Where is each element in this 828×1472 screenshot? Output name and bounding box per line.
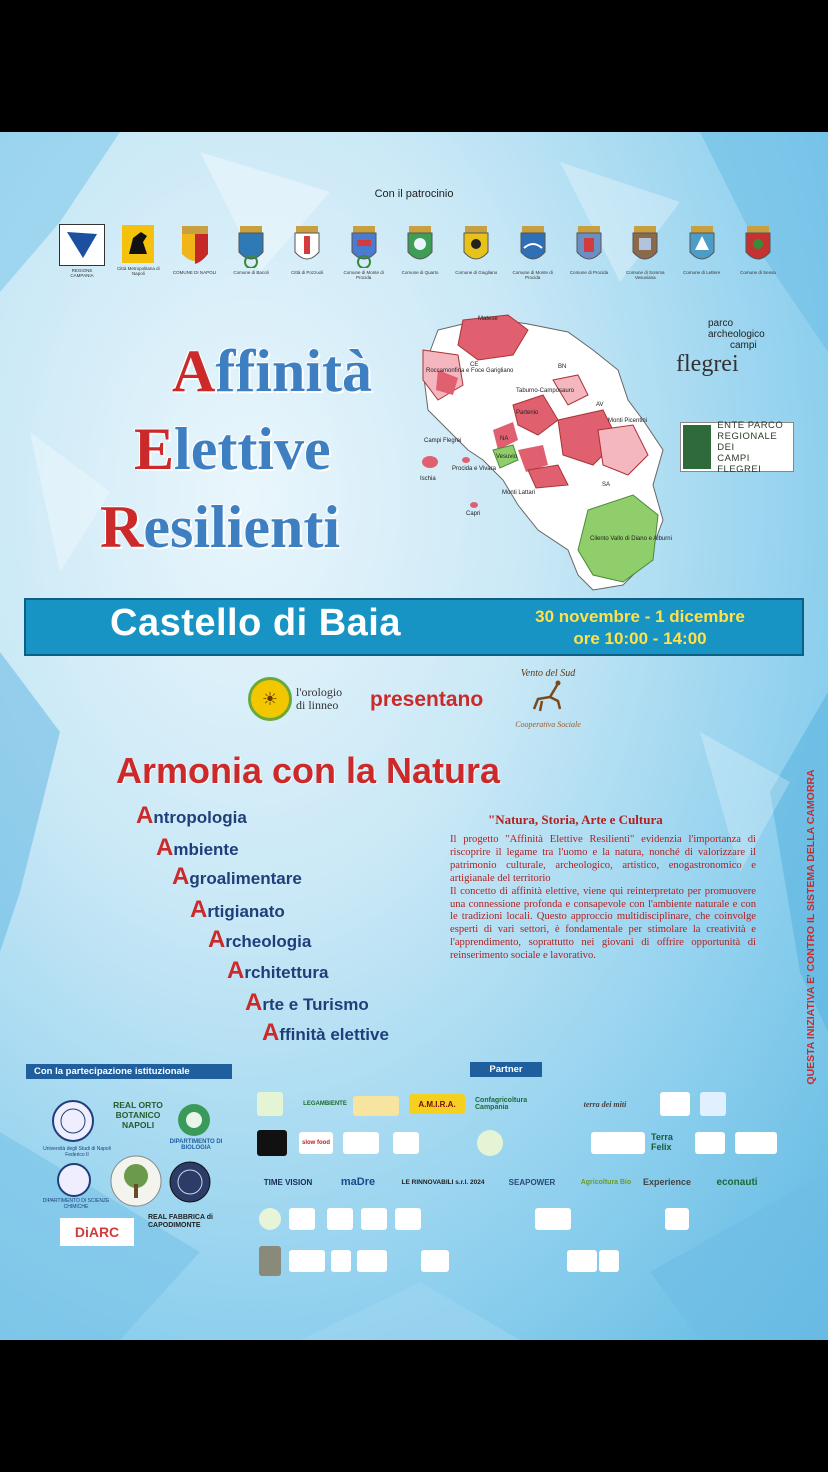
comune-logo-5: Comune di Giugliano [454, 224, 498, 275]
patron-logos [60, 224, 780, 290]
map-label-lattari: Monti Lattari [502, 490, 536, 496]
biology-seal-icon [176, 1102, 212, 1138]
map-label-partenio: Partenio [516, 410, 539, 416]
partner-logo-seapower: SEAPOWER [508, 1177, 556, 1187]
sun-icon: ☀ [248, 677, 292, 721]
acrostic-item: Arte e Turismo [245, 989, 369, 1016]
comune-logo-2: Città di Pozzuoli [285, 224, 329, 275]
comune-logo-9: Comune di Lettere [680, 224, 724, 275]
orto-tree-logo [110, 1154, 162, 1213]
partner-logo [343, 1132, 379, 1154]
partner-logo [599, 1250, 619, 1272]
federico-ii-caption: Università degli Studi di Napoli Federico II [43, 1146, 111, 1158]
acrostic-item: Agroalimentare [172, 863, 302, 890]
crown-seal-icon [168, 1160, 212, 1204]
partner-logo [393, 1132, 419, 1154]
partner-logo-confagricoltura: Confagricoltura Campania [475, 1097, 528, 1111]
partner-logo [665, 1250, 691, 1272]
partner-logo [289, 1208, 315, 1230]
crest-icon [628, 224, 662, 268]
venue-name: Castello di Baia [110, 602, 401, 644]
map-label-na: NA [500, 436, 509, 442]
comune-logo-1: Comune di Bacoli [229, 224, 273, 275]
federico-ii-logo [50, 1098, 96, 1149]
ente-parco-logo: ENTE PARCO REGIONALE DEI CAMPI FLEGREI [680, 422, 794, 472]
partner-logo [703, 1250, 755, 1272]
partner-logo [257, 1130, 287, 1156]
orto-botanico-logo: REAL ORTO BOTANICO NAPOLI [113, 1100, 163, 1130]
anti-camorra-side-text: QUESTA INIZIATIVA E' CONTRO IL SISTEMA DELLA CAMORRA [805, 769, 817, 1085]
scienze-chimiche-seal [56, 1162, 92, 1203]
partner-logo [257, 1092, 283, 1116]
partner-logo [567, 1250, 597, 1272]
partner-logo [525, 1250, 557, 1272]
diarc-logo: DiARC [60, 1218, 134, 1246]
crest-icon [572, 224, 606, 268]
vento-del-sud-logo: Vento del Sud Cooperativa Sociale [515, 668, 581, 729]
partner-logo [535, 1208, 571, 1230]
map-label-roccamonfina: Roccamonfina e Foce Garigliano [426, 368, 514, 374]
title-line-3: Resilienti [100, 494, 340, 560]
partner-logo [660, 1092, 690, 1116]
partner-logo-terra-felix: Terra Felix [651, 1132, 673, 1152]
partner-logo-amira: A.M.I.R.A. [409, 1094, 465, 1114]
partner-logo [353, 1096, 399, 1116]
project-description: Il progetto "Affinità Elettive Resilienti" evidenzia l'importanza di riscoprire il legame tra l'uomo e la natura, nonché di valorizzare il patrimonio culturale, archeologico, artistico, enogastronomico e artigianale del territorio Il concetto di affinità elettive, viene qui reinterpretato per promuovere una connessione profonda e consapevole con l'ambiente naturale e con le tradizioni locali. Questo approccio multidisciplinare, che coinvolge esperti di vari settori, è fondamentale per stimolare la creatività e l'apprendimento, soprattutto nei giovani di offrire opportunità di reinserimento sociale e lavorativo. [450, 834, 756, 962]
crest-icon [459, 224, 493, 268]
partner-logo-time-vision: TIME VISION [263, 1177, 313, 1187]
partner-logo [701, 1208, 749, 1230]
partner-logo [395, 1246, 413, 1274]
map-label-ischia: Ischia [420, 476, 436, 482]
partner-logo [431, 1132, 465, 1154]
patrocinio-label: Con il patrocinio [374, 188, 454, 200]
partner-logo [695, 1132, 725, 1154]
crest-icon [347, 224, 381, 268]
map-label-campi-flegrei: Campi Flegrei [424, 438, 462, 444]
comune-logo-4: Comune di Quarto [398, 224, 442, 275]
partner-logo-legambiente: LEGAMBIENTE [303, 1101, 347, 1107]
partner-logo [259, 1208, 281, 1230]
map-label-vesuvio: Vesuvio [496, 454, 518, 460]
partner-logo-agricoltura-bio: Agricoltura Bio [580, 1178, 632, 1186]
quote-title: "Natura, Storia, Arte e Cultura [488, 812, 663, 827]
real-fabbrica-logo: REAL FABBRICA di CAPODIMONTE [148, 1214, 213, 1229]
partner-logo [560, 1132, 582, 1154]
biologia-caption: DIPARTIMENTO DI BIOLOGIA [169, 1139, 223, 1151]
acrostic-item: Artigianato [190, 896, 285, 923]
partner-logo [585, 1208, 613, 1230]
title-line-1: Affinità [172, 338, 372, 404]
map-label-capri: Capri [466, 511, 481, 517]
partner-logo [501, 1208, 527, 1230]
comune-napoli-logo: COMUNE DI NAPOLI [173, 224, 217, 275]
map-label-sa: SA [602, 482, 611, 488]
scienze-chimiche-caption: DIPARTIMENTO DI SCIENZE CHIMICHE [42, 1198, 110, 1210]
partner-logo [591, 1132, 645, 1154]
comune-logo-6: Comune di Monte di Procida [511, 224, 555, 280]
horse-crest-icon [121, 224, 155, 264]
armonia-heading: Armonia con la Natura [116, 750, 501, 791]
partner-logo [625, 1208, 655, 1230]
partner-logo-experience: Experience [642, 1177, 692, 1187]
partner-logo-madre: maDre [340, 1176, 376, 1188]
centaur-icon [528, 679, 568, 715]
partner-logo [259, 1246, 281, 1276]
tree-icon [110, 1154, 162, 1208]
map-label-procida: Procida e Vivara [452, 466, 496, 472]
partner-logo [395, 1208, 421, 1230]
university-seal-icon [50, 1098, 96, 1144]
acrostic-item: Architettura [227, 957, 329, 984]
partner-logo [525, 1132, 551, 1154]
citta-metropolitana-logo: Città Metropolitana di Napoli [116, 224, 160, 276]
event-title [100, 332, 372, 566]
capodimonte-seal [168, 1160, 212, 1209]
partner-logo [477, 1130, 503, 1156]
partner-logo [665, 1208, 689, 1230]
acrostic-item: Antropologia [136, 802, 247, 829]
event-dates: 30 novembre - 1 dicembre ore 10:00 - 14:00 [535, 607, 745, 648]
acrostic-item: Affinità elettive [262, 1019, 389, 1046]
crest-icon [741, 224, 775, 268]
partner-logo [495, 1250, 517, 1272]
partner-logo [739, 1092, 771, 1116]
partner-logo [431, 1208, 457, 1230]
comune-logo-7: Comune di Procida [567, 224, 611, 275]
crest-icon [234, 224, 268, 268]
napoli-crest-icon [178, 224, 212, 268]
map-label-av: AV [596, 402, 604, 408]
crest-icon [290, 224, 324, 268]
partner-label: Partner [470, 1062, 542, 1077]
map-label-taburno: Taburno-Camposauro [516, 388, 575, 394]
partner-logo-slow-food: slow food [299, 1132, 333, 1154]
campania-parks-map [418, 310, 673, 595]
leaf-icon [683, 425, 711, 469]
university-seal-icon [56, 1162, 92, 1198]
crest-icon [403, 224, 437, 268]
map-label-ce: CE [470, 362, 479, 368]
partner-logo [700, 1092, 726, 1116]
partner-logo [459, 1250, 487, 1272]
lorologio-di-linneo-logo: ☀ l'orologio di linneo [248, 674, 348, 724]
map-label-cilento: Cilento Vallo di Diano e Alburni [590, 536, 672, 542]
biologia-logo [176, 1102, 212, 1143]
presentano-label: presentano [370, 688, 484, 711]
event-poster [0, 132, 828, 1340]
partner-logo [327, 1208, 353, 1230]
partner-logo [735, 1132, 777, 1154]
comune-logo-10: Comune di Sessa [736, 224, 780, 275]
crest-icon [685, 224, 719, 268]
partner-logo [361, 1208, 387, 1230]
acrostic-item: Ambiente [156, 834, 239, 861]
acrostic-item: Archeologia [208, 926, 312, 953]
campania-region-icon [65, 230, 99, 260]
comune-logo-8: Comune di Somma Vesuviana [623, 224, 667, 280]
partner-logo-econauti: econauti [716, 1176, 758, 1188]
comune-logo-3: Comune di Monte di Procida [342, 224, 386, 280]
map-label-bn: BN [558, 364, 567, 370]
partner-logo-rinnovabili: LE RINNOVABILI s.r.l. 2024 [401, 1178, 485, 1186]
parco-archeologico-logo: parco archeologico campi flegrei [676, 318, 765, 377]
partner-logo-terra-dei-miti: terra dei miti [583, 1099, 627, 1109]
partner-logo [631, 1250, 657, 1272]
crest-icon [516, 224, 550, 268]
map-label-matese: Matese [478, 316, 498, 322]
partner-logo [463, 1208, 495, 1230]
partner-logo [289, 1250, 325, 1272]
partner-logo [331, 1250, 351, 1272]
partner-logo [357, 1250, 387, 1272]
partner-logo [421, 1250, 449, 1272]
title-line-2: Elettive [134, 416, 331, 482]
map-label-picentini: Monti Picentini [608, 418, 648, 424]
regione-campania-logo: REGIONE CAMPANIA [60, 224, 104, 278]
partecipazione-label: Con la partecipazione istituzionale [26, 1064, 232, 1079]
